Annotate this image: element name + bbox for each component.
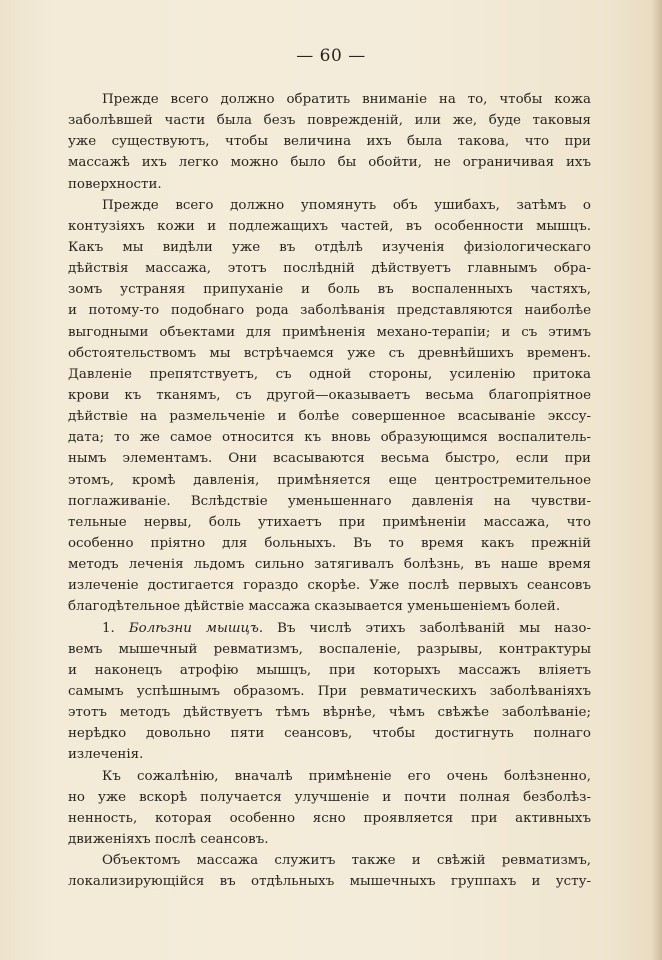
text-line: вемъ мышечный ревматизмъ, воспаленіе, разрывы, контрактуры (68, 641, 591, 657)
text-line: Къ сожалѣнію, вначалѣ примѣненіе его очень болѣзненно, (102, 768, 591, 784)
text-line: самымъ успѣшнымъ образомъ. При ревматическихъ заболѣваніяхъ (68, 683, 591, 699)
text-line: зомъ устраняя припуханіе и боль въ воспаленныхъ частяхъ, (68, 282, 591, 298)
text-line: Прежде всего должно обратить вниманіе на то, чтобы кожа (102, 92, 591, 107)
paragraph-1 (68, 89, 591, 195)
paragraph-4 (68, 766, 591, 851)
text-line: контузіяхъ кожи и подлежащихъ частей, въ особенности мышцъ. (68, 218, 591, 234)
text-line: массажѣ ихъ легко можно было бы обойти, не ограничивая ихъ (68, 155, 591, 171)
section-number: 1. (102, 620, 115, 636)
text-line: методъ леченія льдомъ сильно затягивалъ болѣзнь, въ наше время (68, 557, 591, 573)
text-line: и наконецъ атрофію мышцъ, при которыхъ массажъ вліяетъ (68, 662, 591, 678)
text-line: дата; то же самое относится къ вновь образующимся воспалитель- (68, 430, 591, 446)
page-edge-shadow (652, 0, 662, 960)
text-line: излеченіе достигается гораздо скорѣе. Уже послѣ первыхъ сеансовъ (68, 578, 591, 594)
text-line: крови къ тканямъ, съ другой—оказываетъ весьма благопріятное (68, 387, 591, 403)
text-line: благодѣтельное дѣйствіе массажа сказывается уменьшеніемъ болей. (68, 599, 561, 615)
text-line: нерѣдко довольно пяти сеансовъ, чтобы достигнуть полнаго (68, 726, 591, 742)
text-line: движеніяхъ послѣ сеансовъ. (68, 831, 269, 847)
text-line: ненность, которая особенно ясно проявляется при активныхъ (68, 810, 591, 826)
paragraph-2 (68, 195, 591, 618)
text-line: этотъ методъ дѣйствуетъ тѣмъ вѣрнѣе, чѣмъ свѣжѣе заболѣваніе; (68, 705, 591, 721)
paragraph-3 (68, 618, 591, 766)
text-line: излеченія. (68, 747, 144, 763)
text-line: Объектомъ массажа служитъ также и свѣжій ревматизмъ, (102, 853, 591, 869)
body-text (68, 89, 591, 892)
text-line: поверхности. (68, 176, 162, 192)
text-line: выгодными объектами для примѣненія механо-терапіи; и съ этимъ (68, 324, 591, 340)
text-line: Давленіе препятствуетъ, съ одной стороны, усиленію притока (68, 366, 591, 382)
text-line: уже существуютъ, чтобы величина ихъ была такова, что при (68, 134, 591, 150)
text-line: поглаживаніе. Вслѣдствіе уменьшеннаго давленія на чувстви- (68, 493, 591, 509)
text-line (68, 618, 591, 639)
text-line: тельные нервы, боль утихаетъ при примѣненіи массажа, что (68, 514, 591, 530)
text-line: обстоятельствомъ мы встрѣчаемся уже съ древнѣйшихъ временъ. (68, 345, 591, 361)
page-number: — 60 — (296, 46, 366, 66)
section-heading-italic: Болѣзни мышцъ. (128, 620, 264, 636)
text-line: особенно пріятно для больныхъ. Въ то время какъ прежній (68, 535, 591, 551)
text-line: этомъ, кромѣ давленія, примѣняется еще центростремительное (68, 472, 591, 488)
paragraph-5 (68, 850, 591, 892)
text-line: но уже вскорѣ получается улучшеніе и почти полная безболѣз- (68, 789, 591, 805)
text-line-rest: Въ числѣ этихъ заболѣваній мы назо- (277, 620, 591, 636)
text-line: дѣйствіе на размельченіе и болѣе совершенное всасываніе экссу- (68, 409, 591, 425)
text-line: заболѣвшей части была безъ поврежденій, или же, буде таковыя (68, 113, 591, 129)
text-line: дѣйствія массажа, этотъ послѣдній дѣйствуетъ главнымъ обра- (68, 261, 591, 277)
text-line: Какъ мы видѣли уже въ отдѣлѣ изученія физіологическаго (68, 239, 591, 255)
text-line: нымъ элементамъ. Они всасываются весьма быстро, если при (68, 451, 591, 467)
text-line: локализирующійся въ отдѣльныхъ мышечныхъ группахъ и усту- (68, 874, 591, 890)
text-line: Прежде всего должно упомянуть объ ушибахъ, затѣмъ о (102, 197, 591, 213)
text-line: и потому-то подобнаго рода заболѣванія представляются наиболѣе (68, 303, 591, 319)
